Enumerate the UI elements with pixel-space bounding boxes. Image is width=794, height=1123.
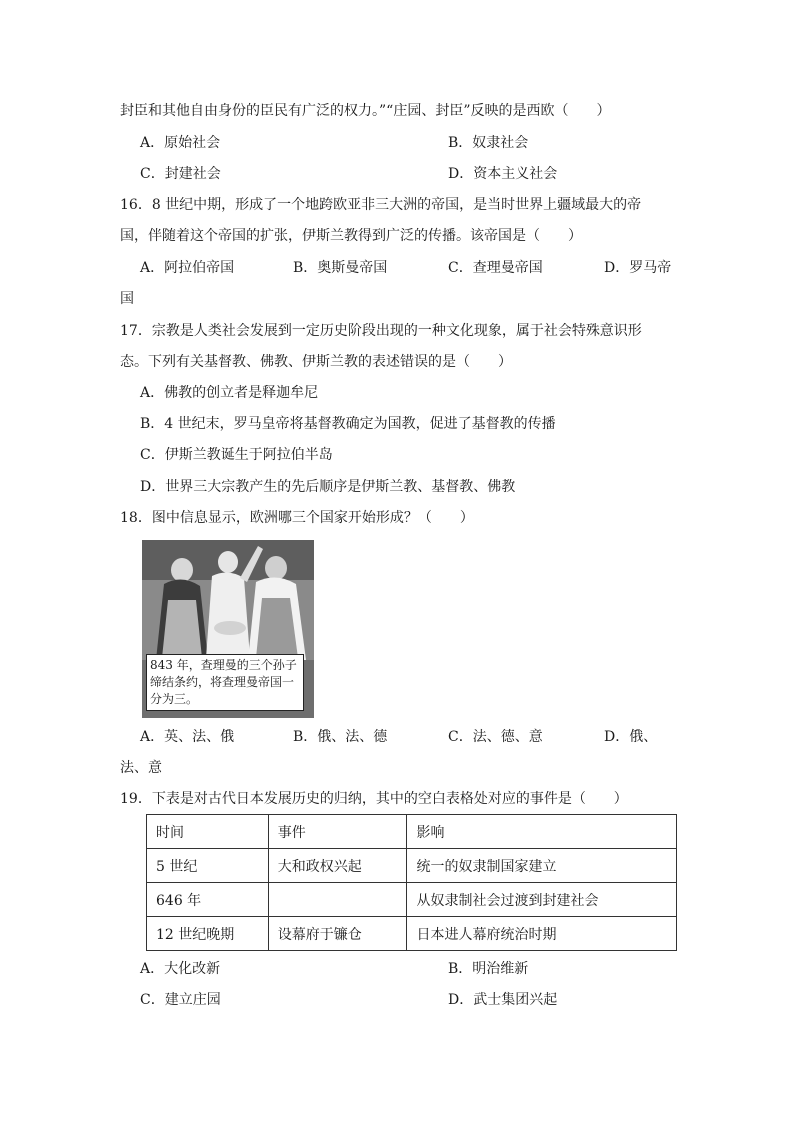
table-header-cell: 事件: [268, 815, 407, 849]
q19-option-a: A．大化改新: [140, 961, 221, 977]
q16-option-c: C．查理曼帝国: [448, 260, 543, 276]
table-row: [147, 883, 677, 917]
table-cell: 设幕府于镰仓: [268, 917, 407, 951]
q16-stem-line1: 16．8 世纪中期，形成了一个地跨欧亚非三大洲的帝国，是当时世界上疆域最大的帝: [120, 197, 642, 213]
q19-option-d: D．武士集团兴起: [448, 992, 558, 1008]
q18-stem: 18．图中信息显示，欧洲哪三个国家开始形成？（ ）: [120, 510, 474, 526]
q19-option-b: B．明治维新: [448, 961, 529, 977]
q15-option-d: D．资本主义社会: [448, 166, 558, 182]
treaty-caption: 843 年，查理曼的三个孙子缔结条约，将查理曼帝国一分为三。: [146, 654, 304, 711]
table-cell-blank: [268, 883, 407, 917]
q15-option-c: C．封建社会: [140, 166, 221, 182]
table-cell: 12 世纪晚期: [147, 917, 269, 951]
q16-option-d: D．罗马帝: [604, 260, 672, 276]
q18-option-d: D．俄、: [604, 729, 658, 745]
q16-option-d-wrap: 国: [120, 291, 134, 307]
table-cell: 646 年: [147, 883, 269, 917]
table-cell: 大和政权兴起: [268, 849, 407, 883]
table-cell: 统一的奴隶制国家建立: [407, 849, 677, 883]
q16-option-b: B．奥斯曼帝国: [293, 260, 388, 276]
q17-option-b: B．4 世纪末，罗马皇帝将基督教确定为国教，促进了基督教的传播: [140, 416, 556, 432]
table-row: [147, 849, 677, 883]
table-header-cell: 影响: [407, 815, 677, 849]
q18-option-a: A．英、法、俄: [140, 729, 235, 745]
treaty-illustration: [142, 540, 314, 718]
q15-option-b: B．奴隶社会: [448, 135, 529, 151]
q19-option-c: C．建立庄园: [140, 992, 221, 1008]
q17-option-a: A．佛教的创立者是释迦牟尼: [140, 385, 319, 401]
q16-option-a: A．阿拉伯帝国: [140, 260, 235, 276]
table-header-row: [147, 815, 677, 849]
q18-option-d-wrap: 法、意: [120, 760, 162, 776]
q19-stem: 19．下表是对古代日本发展历史的归纳，其中的空白表格处对应的事件是（ ）: [120, 791, 628, 807]
q16-stem-line2: 国，伴随着这个帝国的扩张，伊斯兰教得到广泛的传播。该帝国是（ ）: [120, 228, 582, 244]
table-cell: 日本进人幕府统治时期: [407, 917, 677, 951]
table-row: [147, 917, 677, 951]
q17-stem-line1: 17．宗教是人类社会发展到一定历史阶段出现的一种文化现象，属于社会特殊意识形: [120, 323, 642, 339]
q17-option-d: D．世界三大宗教产生的先后顺序是伊斯兰教、基督教、佛教: [140, 479, 516, 495]
table-cell: 5 世纪: [147, 849, 269, 883]
q17-stem-line2: 态。下列有关基督教、佛教、伊斯兰教的表述错误的是（ ）: [120, 354, 512, 370]
q15-stem-tail: 封臣和其他自由身份的臣民有广泛的权力。”“庄园、封臣”反映的是西欧（ ）: [120, 103, 611, 119]
table-cell: 从奴隶制社会过渡到封建社会: [407, 883, 677, 917]
q18-option-b: B．俄、法、德: [293, 729, 388, 745]
q17-option-c: C．伊斯兰教诞生于阿拉伯半岛: [140, 447, 333, 463]
q15-option-a: A．原始社会: [140, 135, 221, 151]
table-header-cell: 时间: [147, 815, 269, 849]
q18-option-c: C．法、德、意: [448, 729, 543, 745]
japan-history-table: [146, 814, 677, 951]
